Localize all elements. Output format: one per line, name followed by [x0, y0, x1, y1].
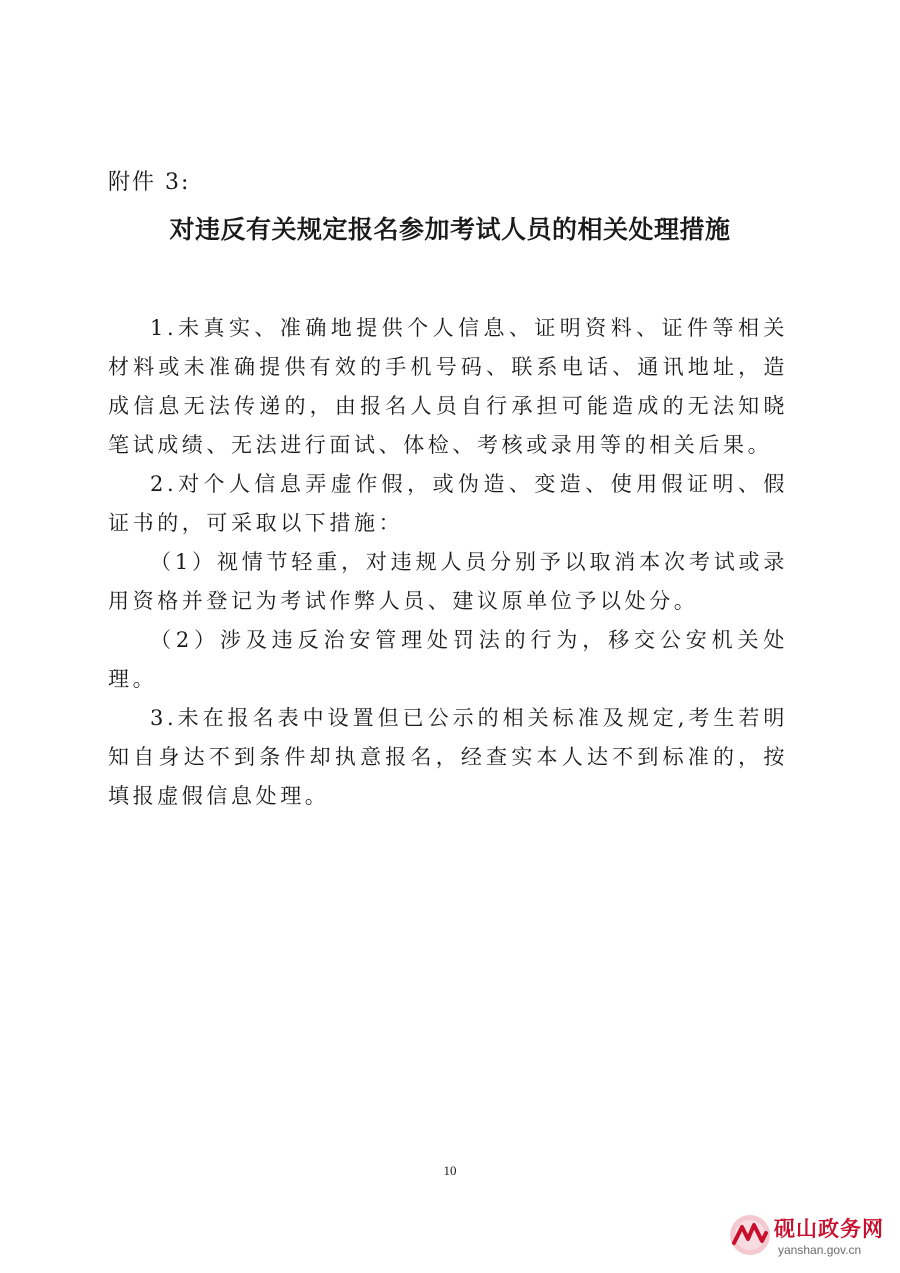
- paragraph: 2.对个人信息弄虚作假，或伪造、变造、使用假证明、假证书的，可采取以下措施：: [108, 472, 788, 535]
- site-url: yanshan.gov.cn: [778, 1243, 862, 1257]
- site-name: 砚山政务网: [774, 1217, 884, 1241]
- site-logo-icon: [728, 1213, 772, 1257]
- paragraph: 1.未真实、准确地提供个人信息、证明资料、证件等相关材料或未准确提供有效的手机号码、联系电话、通讯地址，造成信息无法传递的，由报名人员自行承担可能造成的无法知晓笔试成绩、无法进行面试、体检、考核或录用等的相关后果。: [108, 316, 788, 457]
- paragraph: （1）视情节轻重，对违规人员分别予以取消本次考试或录用资格并登记为考试作弊人员、建议原单位予以处分。: [108, 550, 788, 613]
- paragraph: （2）涉及违反治安管理处罚法的行为，移交公安机关处理。: [108, 628, 788, 691]
- paragraph: 3.未在报名表中设置但已公示的相关标准及规定,考生若明知自身达不到条件却执意报名，经查实本人达不到标准的，按填报虚假信息处理。: [108, 706, 788, 808]
- attachment-label: 附件 3:: [108, 170, 191, 195]
- document-title: 对违反有关规定报名参加考试人员的相关处理措施: [169, 215, 731, 244]
- document-body: [108, 309, 788, 816]
- site-watermark: [728, 1209, 888, 1265]
- page-number: 10: [443, 1163, 457, 1178]
